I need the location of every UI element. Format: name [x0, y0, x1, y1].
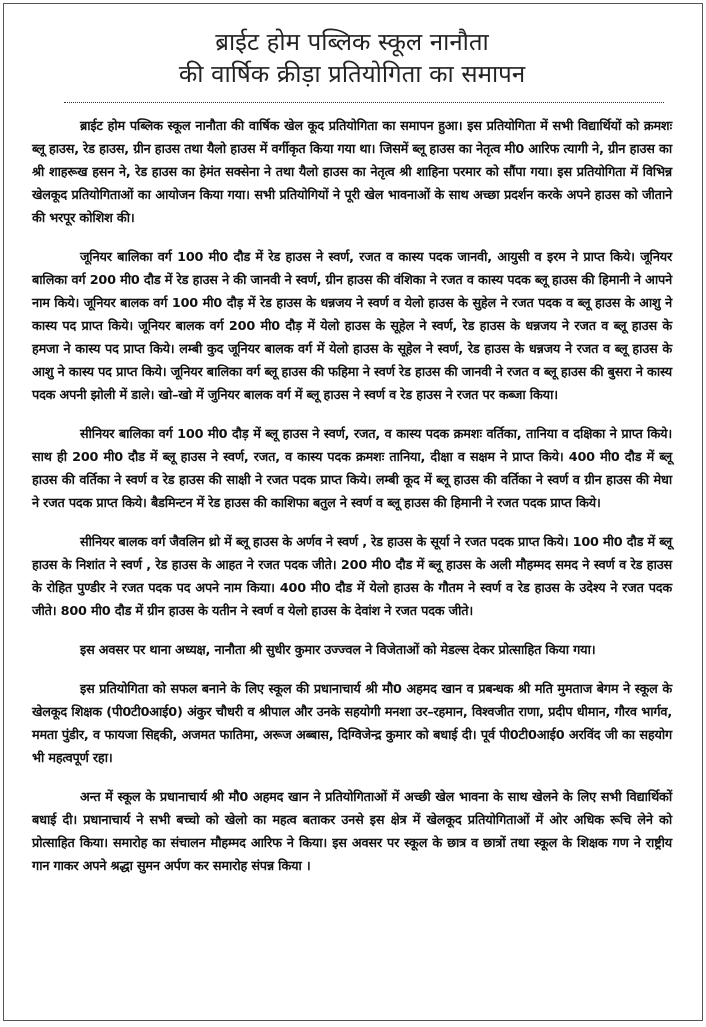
document-title [32, 26, 672, 90]
dotted-divider [64, 102, 664, 103]
title-line-1: ब्राईट होम पब्लिक स्कूल नानौता [215, 28, 489, 56]
paragraph-intro: ब्राईट होम पब्लिक स्कूल नानौता की वार्षिक खेल कूद प्रतियोगिता का समापन हुआ। इस प्रतियोगिता में सभी विद्यार्थियों को क्रमशः ब्लू हाउस, रेड हाउस, ग्रीन हाउस तथा यैलो हाउस में वर्गीकृत किया गया था। जिसमें ब्लू हाउस का नेतृत्व मी0 आरिफ त्यागी ने, ग्रीन हाउस का श्री शाहरूख हसन ने, रेड हाउस का हेमंत सक्सेना ने तथा यैलो हाउस का नेतृत्व श्री शाहिना परमार को सौंपा गया। इस प्रतियोगिता में विभिन्न खेलकूद प्रतियोगिताओं का आयोजन किया गया। सभी प्रतियोगियों ने पूरी खेल भावनाओं के साथ अच्छा प्रदर्शन करके अपने हाउस को जीताने की भरपूर कोशिश की। [32, 119, 672, 226]
article-body [32, 115, 672, 878]
paragraph-senior-boys-results: सीनियर बालक वर्ग जैवलिन थ्रो में ब्लू हाउस के अर्णव ने स्वर्ण , रेड हाउस के सूर्या ने रजत पदक प्राप्त किये। 100 मी0 दौड में ब्लू हाउस के निशांत ने स्वर्ण , रेड हाउस के आहत ने रजत पदक जीते। 200 मी0 दौड में ब्लू हाउस के अली मौहम्मद समद ने स्वर्ण व रेड हाउस के रोहित पुण्डीर ने रजत पदक पद अपने नाम किया। 400 मी0 दौड में येलो हाउस के गौतम ने स्वर्ण व रेड हाउस के उदेश्य ने रजत पदक जीते। 800 मी0 दौड में ग्रीन हाउस के यतीन ने स्वर्ण व येलो हाउस के देवांश ने रजत पदक जीते। [32, 535, 672, 619]
title-line-2: की वार्षिक क्रीड़ा प्रतियोगिता का समापन [178, 60, 526, 88]
paragraph-chief-guest: इस अवसर पर थाना अध्यक्ष, नानौता श्री सुधीर कुमार उज्ज्वल ने विजेताओं को मेडल्स देकर प्रोत्साहित किया गया। [80, 643, 596, 658]
paragraph-acknowledgements: इस प्रतियोगिता को सफल बनाने के लिए स्कूल की प्रधानाचार्य श्री मौ0 अहमद खान व प्रबन्धक श्री मति मुमताज बेगम ने स्कूल के खेलकूद शिक्षक (पी0टी0आई0) अंकुर चौधरी व श्रीपाल और उनके सहयोगी मनशा उर–रहमान, विश्वजीत राणा, प्रदीप धीमान, गौरव भार्गव, ममता पुंडीर, व फायजा सिद्दकी, अजमत फातिमा, अरूज अब्बास, दिग्विजेन्द्र कुमार को बधाई दी। पूर्व पी0टी0आई0 अरविंद जी का सहयोग भी महत्वपूर्ण रहा। [32, 682, 672, 766]
paragraph-junior-results: जूनियर बालिका वर्ग 100 मी0 दौड में रेड हाउस ने स्वर्ण, रजत व कास्य पदक जानवी, आयुसी व इरम ने प्राप्त किये। जूनियर बालिका वर्ग 200 मी0 दौड में रेड हाउस ने की जानवी ने स्वर्ण, ग्रीन हाउस की वंशिका ने रजत व कास्य पदक ब्लू हाउस की हिमानी ने आपने नाम किये। जूनियर बालक वर्ग 100 मी0 दौड़ में रेड हाउस के धन्नजय ने स्वर्ण व येलो हाउस के सुहेल ने रजत पदक व ब्लू हाउस के आशु ने कास्य पद प्राप्त किये। जूनियर बालक वर्ग 200 मी0 दौड़ में येलो हाउस के सूहेल ने स्वर्ण, रेड हाउस के धन्नजय ने रजत व ब्लू हाउस के हमजा ने कास्य पद प्राप्त किये। लम्बी कुद जूनियर बालक वर्ग में येलो हाउस के सूहेल ने स्वर्ण, रेड हाउस के धन्नजय ने रजत व ब्लू हाउस के आशु ने कास्य पद प्राप्त किये। जूनियर बालिका वर्ग ब्लू हाउस की फहिमा ने स्वर्ण रेड हाउस की जानवी ने रजत व ब्लू हाउस की बुसरा ने कास्य पदक अपनी झोली में डाले। खो–खो में जुनियर बालक वर्ग में ब्लू हाउस ने स्वर्ण व रेड हाउस ने रजत पर कब्जा किया। [32, 250, 672, 403]
paragraph-closing: अन्त में स्कूल के प्रधानाचार्य श्री मौ0 अहमद खान ने प्रतियोगिताओं में अच्छी खेल भावना के साथ खेलने के लिए सभी विद्यार्थिकों बधाई दी। प्रधानाचार्य ने सभी बच्चो को खेलो का महत्व बताकर उनसे इस क्षेत्र में खेलकूद प्रतियोगिताओं में ओर अधिक रूचि लेने को प्रोत्साहित किया। समारोह का संचालन मौहम्मद आरिफ ने किया। इस अवसर पर स्कूल के छात्र व छात्रों तथा स्कूल के शिक्षक गण ने राष्ट्रीय गान गाकर अपने श्रद्धा सुमन अर्पण कर समारोह संपन्न किया । [32, 790, 672, 874]
document-page [3, 3, 703, 1021]
paragraph-senior-girls-results: सीनियर बालिका वर्ग 100 मी0 दौड़ में ब्लू हाउस ने स्वर्ण, रजत, व कास्य पदक क्रमशः वर्तिका, तानिया व दक्षिका ने प्राप्त किये। साथ ही 200 मी0 दौड में ब्लू हाउस ने स्वर्ण, रजत, व कास्य पदक क्रमशः तानिया, दीक्षा व सक्षम ने प्राप्त किये। 400 मी0 दौड में ब्लू हाउस की वर्तिका ने स्वर्ण व रेड हाउस की साक्षी ने रजत पदक प्राप्त किये। लम्बी कूद में ब्लू हाउस की वर्तिका ने स्वर्ण व ग्रीन हाउस की मेधा ने रजत पदक प्राप्त किये। बैडमिन्टन में रेड हाउस की काशिफा बतुल ने स्वर्ण व ब्लू हाउस की हिमानी ने रजत पदक प्राप्त किये। [32, 427, 672, 511]
